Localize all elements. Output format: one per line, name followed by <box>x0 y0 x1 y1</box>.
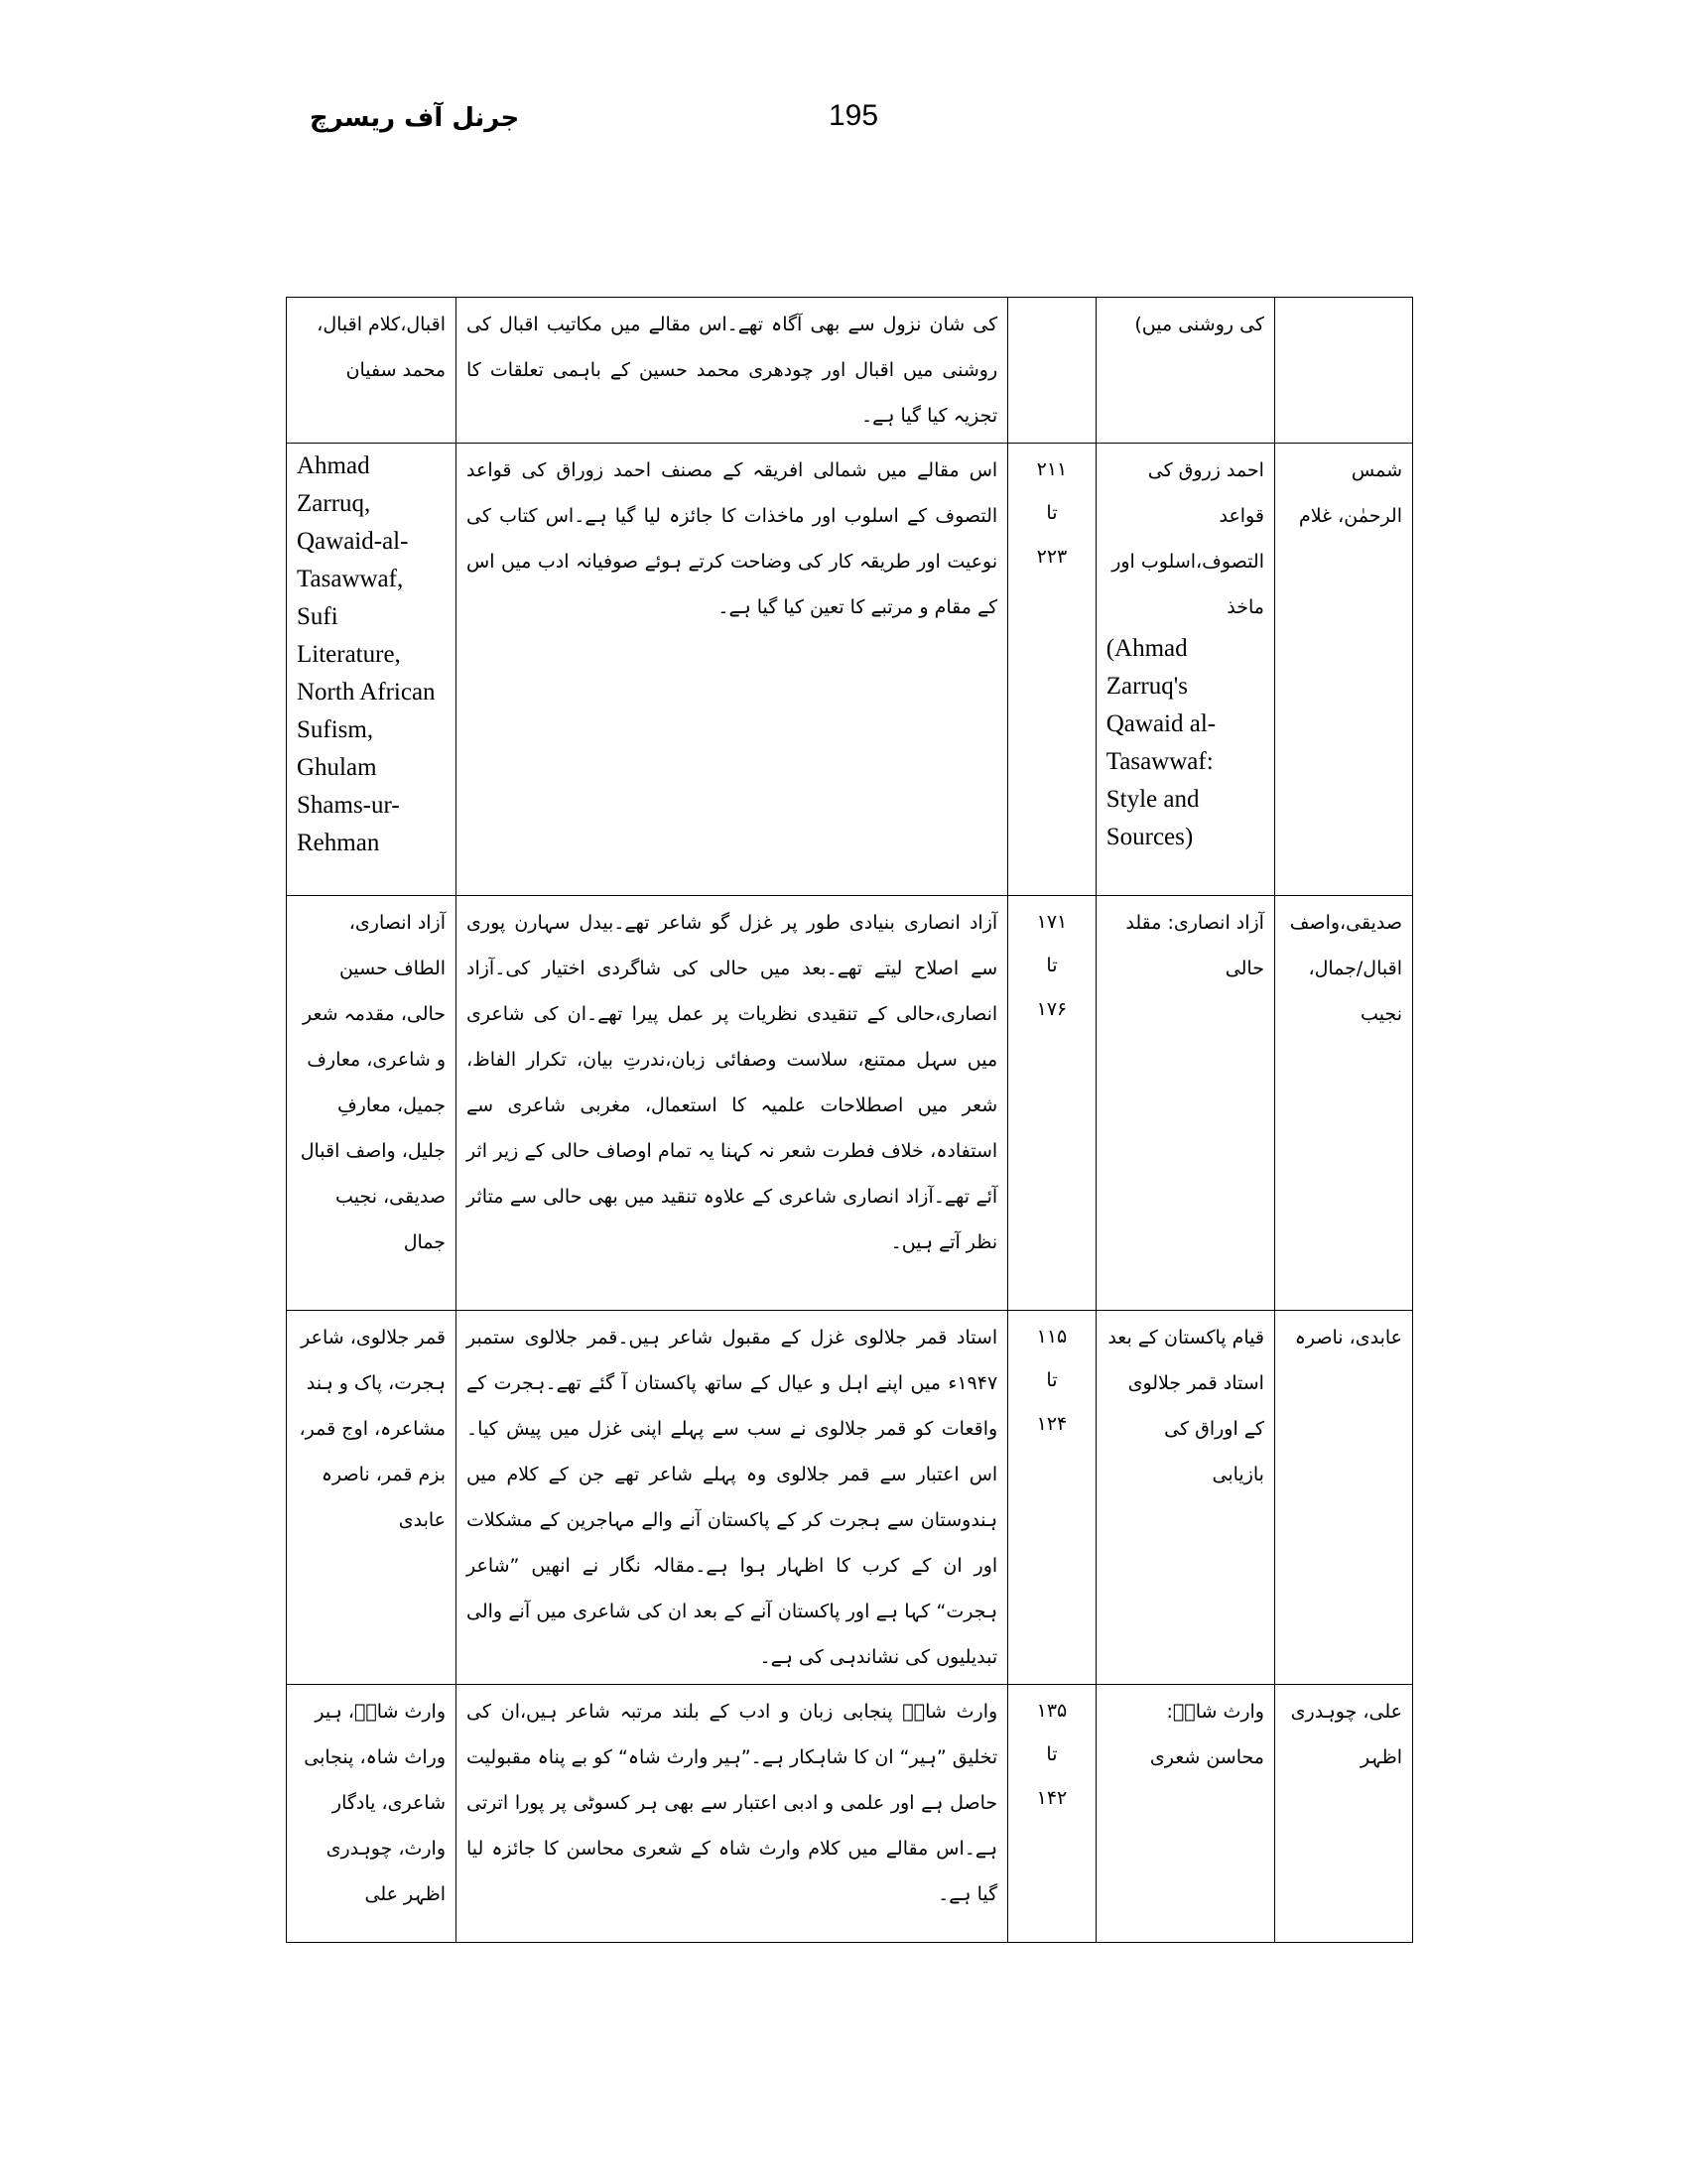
abstract-cell: استاد قمر جلالوی غزل کے مقبول شاعر ہیں۔قمر جلالوی ستمبر ۱۹۴۷ء میں اپنے اہل و عیال کے ساتھ پاکستان آ گئے تھے۔ہجرت کے واقعات کو قمر جلالوی نے سب سے پہلے اپنی غزل میں پیش کیا۔اس اعتبار سے قمر جلالوی وہ پہلے شاعر تھے جن کے کلام میں ہندوستان سے ہجرت کر کے پاکستان آنے والے مہاجرین کے مشکلات اور ان کے کرب کا اظہار ہوا ہے۔مقالہ نگار نے انھیں ”شاعر ہجرت“ کہا ہے اور پاکستان آنے کے بعد ان کی شاعری میں آنے والی تبدیلیوں کی نشاندہی کی ہے۔ <box>456 1311 1008 1685</box>
pages-cell <box>1008 444 1097 896</box>
table-row <box>287 1311 1413 1685</box>
keywords-cell <box>287 896 456 1311</box>
title-text: آزاد انصاری: مقلد حالی <box>1125 912 1264 979</box>
title-cell <box>1096 444 1274 896</box>
page-end: ۱۷۶ <box>1036 998 1068 1020</box>
journal-title: جرنل آف ریسرچ <box>310 103 520 133</box>
keywords-english: Ahmad Zarruq, Qawaid-al-Tasawwaf, Sufi Literature, North African Sufism, Ghulam Shams-ur-Rehman <box>297 452 436 856</box>
keywords-cell <box>287 1311 456 1685</box>
title-english: (Ahmad Zarruq's Qawaid al-Tasawwaf: Style and Sources) <box>1105 635 1217 850</box>
page-end: ۱۲۴ <box>1036 1413 1068 1435</box>
author-cell: عابدی، ناصرہ <box>1274 1311 1412 1685</box>
author-cell: صدیقی،واصف اقبال/جمال، نجیب <box>1274 896 1412 1311</box>
abstract-cell: آزاد انصاری بنیادی طور پر غزل گو شاعر تھے۔بیدل سہارن پوری سے اصلاح لیتے تھے۔بعد میں حالی کی شاگردی اختیار کی۔آزاد انصاری،حالی کے تنقیدی نظریات پر عمل پیرا تھے۔ان کی شاعری میں سہل ممتنع، سلاست وصفائی زبان،ندرتِ بیان، تکرار الفاظ، شعر میں اصطلاحات علمیہ کا استعمال، مغربی شاعری سے استفادہ، خلاف فطرت شعر نہ کہنا یہ تمام اوصاف حالی کے زیر اثر آئے تھے۔آزاد انصاری شاعری کے علاوہ تنقید میں بھی حالی سے متاثر نظر آتے ہیں۔ <box>456 896 1008 1311</box>
page-start: ۱۷۱ <box>1036 911 1068 933</box>
table-row <box>287 298 1413 444</box>
author-cell: شمس الرحمٰن، غلام <box>1274 444 1412 896</box>
abstract-cell: اس مقالے میں شمالی افریقہ کے مصنف احمد زوراق کی قواعد التصوف کے اسلوب اور ماخذات کا جائزہ لیا گیا ہے۔اس کتاب کی نوعیت اور طریقہ کار کی وضاحت کرتے ہوئے صوفیانہ ادب میں اس کے مقام و مرتبے کا تعین کیا گیا ہے۔ <box>456 444 1008 896</box>
abstract-cell: کی شان نزول سے بھی آگاہ تھے۔اس مقالے میں مکاتیب اقبال کی روشنی میں اقبال اور چودھری محمد حسین کے باہمی تعلقات کا تجزیہ کیا گیا ہے۔ <box>456 298 1008 444</box>
table-row <box>287 444 1413 896</box>
keywords-text: اقبال،کلام اقبال، محمد سفیان <box>317 314 447 381</box>
title-cell <box>1096 298 1274 444</box>
title-text: کی روشنی میں) <box>1134 314 1264 335</box>
title-text: وارث شاہؒ: محاسن شعری <box>1149 1701 1264 1768</box>
author-cell: علی، چوہدری اظہر <box>1274 1685 1412 1943</box>
keywords-cell <box>287 298 456 444</box>
keywords-cell <box>287 444 456 896</box>
keywords-text: آزاد انصاری، الطاف حسین حالی، مقدمہ شعر و شاعری، معارف جمیل، معارفِ جلیل، واصف اقبال صدیقی، نجیب جمال <box>300 912 447 1253</box>
pages-cell <box>1008 896 1097 1311</box>
author-cell <box>1274 298 1412 444</box>
title-cell <box>1096 1685 1274 1943</box>
page-start: ۱۱۵ <box>1036 1326 1068 1348</box>
pages-cell <box>1008 1311 1097 1685</box>
page-start: ۲۱۱ <box>1036 458 1068 480</box>
pages-cell <box>1008 298 1097 444</box>
page-to: تا <box>1046 1743 1058 1765</box>
title-text: قیام پاکستان کے بعد استاد قمر جلالوی کے اوراق کی بازیابی <box>1107 1327 1264 1485</box>
title-text: احمد زروق کی قواعد التصوف،اسلوب اور ماخذ <box>1111 459 1264 618</box>
table-row <box>287 1685 1413 1943</box>
page-to: تا <box>1046 502 1058 524</box>
page-number: 195 <box>829 99 879 132</box>
page-to: تا <box>1046 955 1058 976</box>
page-to: تا <box>1046 1369 1058 1391</box>
page-end: ۲۲۳ <box>1036 546 1068 568</box>
page-end: ۱۴۲ <box>1036 1787 1068 1809</box>
pages-cell <box>1008 1685 1097 1943</box>
table-row <box>287 896 1413 1311</box>
keywords-text: قمر جلالوی، شاعر ہجرت، پاک و ہند مشاعرہ، اوج قمر، بزم قمر، ناصرہ عابدی <box>299 1327 447 1531</box>
keywords-text: وارث شاہؒ، ہیر وراث شاہ، پنجابی شاعری، یادگار وارث، چوہدری اظہر علی <box>304 1701 447 1905</box>
article-index-table <box>286 297 1413 1943</box>
page-start: ۱۳۵ <box>1036 1700 1068 1722</box>
abstract-cell: وارث شاہؒ پنجابی زبان و ادب کے بلند مرتبہ شاعر ہیں،ان کی تخلیق ”ہیر“ ان کا شاہکار ہے۔”ہیر وارث شاہ“ کو بے پناہ مقبولیت حاصل ہے اور علمی و ادبی اعتبار سے بھی ہر کسوٹی پر پورا اترتی ہے۔اس مقالے میں کلام وارث شاہ کے شعری محاسن کا جائزہ لیا گیا ہے۔ <box>456 1685 1008 1943</box>
keywords-cell <box>287 1685 456 1943</box>
title-cell <box>1096 1311 1274 1685</box>
title-cell <box>1096 896 1274 1311</box>
